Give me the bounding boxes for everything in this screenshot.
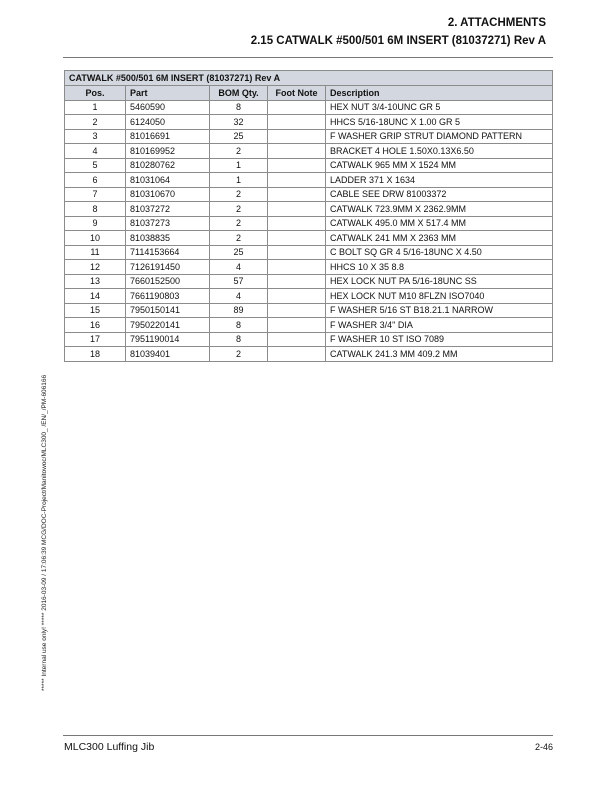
cell-part: 7114153664: [126, 245, 210, 260]
column-header-description: Description: [326, 86, 553, 101]
table-caption-row: [65, 71, 553, 86]
cell-pos: 4: [65, 144, 126, 159]
column-header-pos: Pos.: [65, 86, 126, 101]
table-row: [65, 303, 553, 318]
page-header: [251, 16, 546, 49]
cell-description: HEX NUT 3/4-10UNC GR 5: [326, 100, 553, 115]
footer-divider: [63, 735, 553, 736]
cell-foot-note: [268, 231, 326, 246]
table-row: [65, 158, 553, 173]
cell-description: HHCS 5/16-18UNC X 1.00 GR 5: [326, 115, 553, 130]
cell-pos: 1: [65, 100, 126, 115]
cell-pos: 2: [65, 115, 126, 130]
cell-foot-note: [268, 260, 326, 275]
cell-part: 81016691: [126, 129, 210, 144]
cell-part: 81031064: [126, 173, 210, 188]
table-row: [65, 318, 553, 333]
cell-foot-note: [268, 303, 326, 318]
cell-pos: 10: [65, 231, 126, 246]
section-title: 2. ATTACHMENTS: [447, 17, 546, 29]
cell-pos: 15: [65, 303, 126, 318]
cell-foot-note: [268, 173, 326, 188]
cell-pos: 7: [65, 187, 126, 202]
cell-foot-note: [268, 245, 326, 260]
column-header-bom-qty: BOM Qty.: [210, 86, 268, 101]
cell-description: HHCS 10 X 35 8.8: [326, 260, 553, 275]
cell-part: 7950150141: [126, 303, 210, 318]
cell-part: 81039401: [126, 347, 210, 362]
cell-bom-qty: 2: [210, 216, 268, 231]
cell-foot-note: [268, 100, 326, 115]
cell-pos: 14: [65, 289, 126, 304]
cell-pos: 16: [65, 318, 126, 333]
cell-bom-qty: 8: [210, 318, 268, 333]
table-row: [65, 289, 553, 304]
cell-bom-qty: 2: [210, 231, 268, 246]
cell-description: C BOLT SQ GR 4 5/16-18UNC X 4.50: [326, 245, 553, 260]
cell-pos: 6: [65, 173, 126, 188]
cell-description: HEX LOCK NUT M10 8FLZN ISO7040: [326, 289, 553, 304]
cell-part: 810169952: [126, 144, 210, 159]
cell-part: 7126191450: [126, 260, 210, 275]
cell-description: CATWALK 241 MM X 2363 MM: [326, 231, 553, 246]
cell-pos: 11: [65, 245, 126, 260]
cell-description: F WASHER 10 ST ISO 7089: [326, 332, 553, 347]
table-row: [65, 216, 553, 231]
cell-bom-qty: 2: [210, 187, 268, 202]
cell-pos: 9: [65, 216, 126, 231]
document-title: MLC300 Luffing Jib: [64, 741, 155, 753]
cell-foot-note: [268, 115, 326, 130]
cell-part: 7661190803: [126, 289, 210, 304]
table-row: [65, 115, 553, 130]
cell-description: CATWALK 965 MM X 1524 MM: [326, 158, 553, 173]
cell-description: F WASHER GRIP STRUT DIAMOND PATTERN: [326, 129, 553, 144]
cell-foot-note: [268, 289, 326, 304]
cell-pos: 13: [65, 274, 126, 289]
table-row: [65, 260, 553, 275]
cell-part: 81037272: [126, 202, 210, 217]
cell-part: 5460590: [126, 100, 210, 115]
parts-table: [64, 70, 553, 362]
table-row: [65, 129, 553, 144]
cell-bom-qty: 8: [210, 100, 268, 115]
cell-description: CATWALK 241.3 MM 409.2 MM: [326, 347, 553, 362]
page-number: 2-46: [534, 742, 553, 752]
table-row: [65, 144, 553, 159]
cell-part: 7660152500: [126, 274, 210, 289]
cell-description: CABLE SEE DRW 81003372: [326, 187, 553, 202]
cell-foot-note: [268, 347, 326, 362]
cell-description: CATWALK 495.0 MM X 517.4 MM: [326, 216, 553, 231]
table-row: [65, 274, 553, 289]
cell-description: F WASHER 3/4" DIA: [326, 318, 553, 333]
cell-foot-note: [268, 158, 326, 173]
cell-pos: 8: [65, 202, 126, 217]
cell-part: 810280762: [126, 158, 210, 173]
cell-bom-qty: 4: [210, 260, 268, 275]
cell-bom-qty: 89: [210, 303, 268, 318]
cell-foot-note: [268, 202, 326, 217]
cell-description: LADDER 371 X 1634: [326, 173, 553, 188]
table-body: [65, 100, 553, 361]
table-header-row: [65, 86, 553, 101]
table-row: [65, 347, 553, 362]
cell-pos: 3: [65, 129, 126, 144]
table-caption: CATWALK #500/501 6M INSERT (81037271) Rev A: [65, 71, 553, 86]
cell-pos: 12: [65, 260, 126, 275]
column-header-foot-note: Foot Note: [268, 86, 326, 101]
table-row: [65, 187, 553, 202]
cell-bom-qty: 25: [210, 129, 268, 144]
cell-pos: 17: [65, 332, 126, 347]
table-row: [65, 231, 553, 246]
cell-bom-qty: 25: [210, 245, 268, 260]
cell-bom-qty: 2: [210, 144, 268, 159]
cell-part: 81037273: [126, 216, 210, 231]
table-row: [65, 245, 553, 260]
cell-description: F WASHER 5/16 ST B18.21.1 NARROW: [326, 303, 553, 318]
header-divider: [63, 57, 553, 58]
cell-part: 7951190014: [126, 332, 210, 347]
column-header-part: Part: [126, 86, 210, 101]
cell-bom-qty: 57: [210, 274, 268, 289]
cell-description: CATWALK 723.9MM X 2362.9MM: [326, 202, 553, 217]
cell-bom-qty: 8: [210, 332, 268, 347]
cell-bom-qty: 4: [210, 289, 268, 304]
table-row: [65, 173, 553, 188]
cell-foot-note: [268, 216, 326, 231]
cell-bom-qty: 1: [210, 173, 268, 188]
cell-foot-note: [268, 129, 326, 144]
cell-description: BRACKET 4 HOLE 1.50X0.13X6.50: [326, 144, 553, 159]
cell-foot-note: [268, 144, 326, 159]
internal-use-note: ***** Internal use only! ***** 2016-03-09 / 17:06:39 MCG/DOC-Project/Manitowoc/MLC300_ /EN/_/PM-606166: [41, 374, 48, 691]
cell-pos: 18: [65, 347, 126, 362]
cell-foot-note: [268, 332, 326, 347]
table-row: [65, 202, 553, 217]
cell-description: HEX LOCK NUT PA 5/16-18UNC SS: [326, 274, 553, 289]
cell-part: 6124050: [126, 115, 210, 130]
cell-bom-qty: 32: [210, 115, 268, 130]
subsection-title: 2.15 CATWALK #500/501 6M INSERT (81037271) Rev A: [250, 35, 546, 47]
cell-bom-qty: 1: [210, 158, 268, 173]
table-row: [65, 332, 553, 347]
cell-part: 810310670: [126, 187, 210, 202]
cell-foot-note: [268, 187, 326, 202]
cell-foot-note: [268, 274, 326, 289]
cell-part: 7950220141: [126, 318, 210, 333]
cell-bom-qty: 2: [210, 347, 268, 362]
cell-part: 81038835: [126, 231, 210, 246]
cell-pos: 5: [65, 158, 126, 173]
cell-bom-qty: 2: [210, 202, 268, 217]
table-row: [65, 100, 553, 115]
cell-foot-note: [268, 318, 326, 333]
